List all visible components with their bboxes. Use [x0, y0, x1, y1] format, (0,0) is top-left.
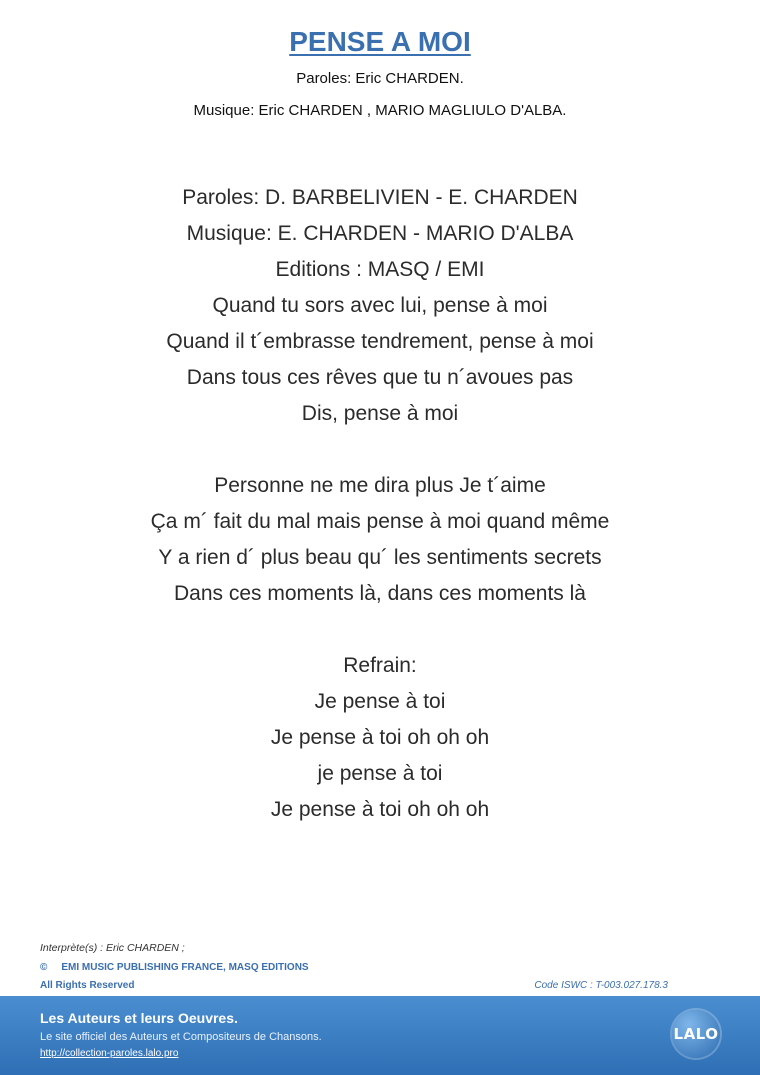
site-link[interactable]: http://collection-paroles.lalo.pro: [40, 1048, 179, 1059]
lyric-line: Personne ne me dira plus Je t´aime: [214, 474, 546, 497]
lyric-line: Dis, pense à moi: [301, 402, 459, 425]
lyric-line: Je pense à toi: [314, 690, 446, 713]
publishers-text: EMI MUSIC PUBLISHING FRANCE, MASQ EDITIONS: [61, 962, 309, 973]
lyric-line: Musique: E. CHARDEN - MARIO D'ALBA: [186, 222, 574, 245]
lyric-line: Paroles: D. BARBELIVIEN - E. CHARDEN: [182, 186, 578, 209]
lyric-line: Dans tous ces rêves que tu n´avoues pas: [186, 366, 574, 389]
copyright-symbol: ©: [40, 962, 48, 973]
copyright-line: [40, 962, 309, 973]
composer-credit: Musique: Eric CHARDEN , MARIO MAGLIULO D'ALBA.: [193, 102, 567, 119]
lyric-line: Quand il t´embrasse tendrement, pense à moi: [166, 330, 594, 353]
lyric-line: Je pense à toi oh oh oh: [270, 798, 490, 821]
page-title: PENSE A MOI: [289, 26, 471, 57]
lyric-line: [0, 612, 760, 648]
lyric-line: Je pense à toi oh oh oh: [270, 726, 490, 749]
lyric-line: Editions : MASQ / EMI: [275, 258, 485, 281]
rights-line: All Rights Reserved: [40, 980, 135, 991]
lyric-line: je pense à toi: [317, 762, 443, 785]
iswc-code: Code ISWC : T-003.027.178.3: [534, 980, 668, 991]
lyrics-block: [0, 180, 760, 828]
lyric-line: Ça m´ fait du mal mais pense à moi quand même: [150, 510, 610, 533]
logo-text: LALO: [673, 1025, 719, 1043]
lalo-logo[interactable]: [672, 1010, 720, 1058]
footer-bar-title: Les Auteurs et leurs Oeuvres.: [40, 1010, 238, 1026]
interpret-line: Interprète(s) : Eric CHARDEN ;: [40, 942, 185, 954]
lyric-line: Y a rien d´ plus beau qu´ les sentiments secrets: [158, 546, 602, 569]
lyric-line: [0, 432, 760, 468]
lyricist-credit: Paroles: Eric CHARDEN.: [296, 70, 464, 87]
lyric-line: Quand tu sors avec lui, pense à moi: [212, 294, 548, 317]
footer-bar: [0, 996, 760, 1075]
footer-bar-subtitle: Le site officiel des Auteurs et Compositeurs de Chansons.: [40, 1031, 322, 1043]
lyric-line: Dans ces moments là, dans ces moments là: [173, 582, 586, 605]
lyric-line: Refrain:: [343, 654, 417, 677]
